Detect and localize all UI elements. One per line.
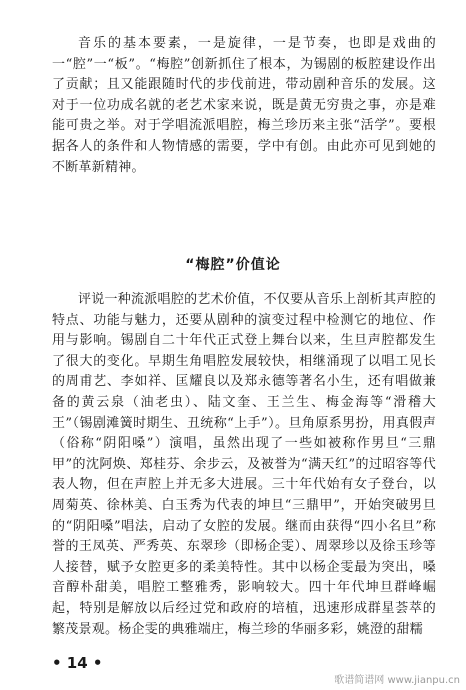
body-text-block (52, 290, 436, 640)
section-heading: “梅腔”价值论 (185, 257, 281, 273)
top-paragraph: 音乐的基本要素，一是旋律，一是节奏，也即是戏曲的一“腔”一“板”。“梅腔”创新抓住了根本，为锡剧的板腔建设作出了贡献；且又能跟随时代的步伐前进，带动剧种音乐的发展。这对于一位功成名就的老艺术家来说，既是黄无穷贵之事，亦是难能可贵之举。对于学唱流派唱腔，梅兰珍历来主张“活学”。要根据各人的条件和人物情感的需要，学中有创。由此亦可见到她的不断革新精神。 (52, 36, 436, 175)
body-paragraph: 评说一种流派唱腔的艺术价值，不仅要从音乐上剖析其声腔的特点、功能与魅力，还要从剧种的演变过程中检测它的地位、作用与影响。锡剧自二十年代正式登上舞台以来，生旦声腔都发生了很大的变化。早期生角唱腔发展较快，相继涌现了以唱工见长的周甫艺、李如祥、匡耀良以及郑永德等著名小生，还有唱做兼备的黄云泉（油老虫）、陆文奎、王兰生、梅金海等“滑稽大王”（锡剧滩簧时期生、丑统称“上手”）。旦角原系男扮，用真假声（俗称“阴阳嗓”）演唱，虽然出现了一些如被称作男旦“三鼎甲”的沈阿焕、郑桂芬、余步云，及被誉为“满天红”的过昭容等代表人物，但在声腔上并无多大进展。三十年代始有女子登台，以周菊英、徐林美、白玉秀为代表的坤旦“三鼎甲”，开始突破男旦的“阴阳嗓”唱法，启动了女腔的发展。继而由获得“四小名旦”称誉的王凤英、严秀英、东翠珍（即杨企雯）、周翠珍以及徐玉珍等人接替，赋予女腔更多的柔美特性。其中以杨企雯最为突出，嗓音醇朴甜美，唱腔工整雅秀，影响较大。四十年代坤旦群峰崛起，特别是解放以后经过党和政府的培植，迅速形成群星荟萃的繁茂景观。杨企雯的典雅端庄，梅兰珍的华丽多彩，姚澄的甜糯 (52, 292, 436, 637)
top-text-block (52, 34, 436, 178)
site-watermark: 歌谱简谱网 www.jianpu.cn (334, 675, 460, 686)
page-number: • 14 • (52, 654, 103, 672)
